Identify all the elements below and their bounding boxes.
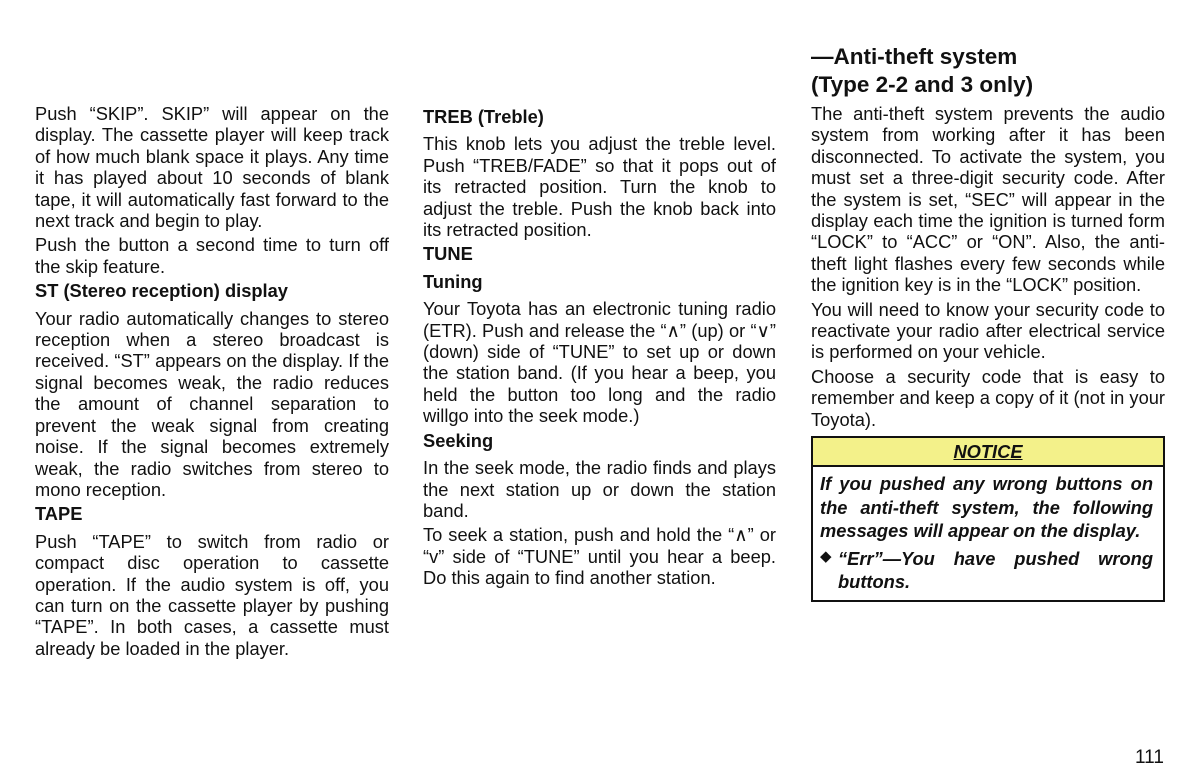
anti-theft-title-line2: (Type 2-2 and 3 only) — [811, 71, 1034, 97]
middle-column — [423, 103, 776, 592]
seek-station-paragraph: To seek a station, push and hold the “∧” or “v” side of “TUNE” until you hear a beep. Do this again to find another station. — [423, 524, 776, 589]
security-code-paragraph: You will need to know your security code to reactivate your radio after electrical service is performed on your vehicle. — [811, 298, 1165, 363]
tune-heading: TUNE — [423, 243, 473, 265]
notice-heading: NOTICE — [813, 438, 1163, 467]
tape-heading: TAPE — [35, 503, 83, 525]
stereo-display-heading: ST (Stereo reception) display — [35, 280, 288, 302]
left-column — [35, 103, 389, 662]
seeking-heading: Seeking — [423, 429, 494, 451]
notice-bullet — [820, 547, 1153, 594]
skip-off-paragraph: Push the button a second time to turn off the skip feature. — [35, 234, 389, 277]
tape-paragraph: Push “TAPE” to switch from radio or compact disc operation to cassette operation. If the audio system is off, you can turn on the cassette player by pushing “TAPE”. In both cases, a cassette must already be loaded in the player. — [35, 530, 389, 659]
notice-box — [811, 436, 1165, 602]
tuning-paragraph: Your Toyota has an electronic tuning radio (ETR). Push and release the “∧” (up) or “∨” (down) side of “TUNE” to set up or down the station band. (If you hear a beep, you held the button too long and the radio willgo into the seek mode.) — [423, 298, 776, 427]
diamond-bullet-icon: ◆ — [820, 547, 832, 565]
right-column — [811, 43, 1165, 602]
anti-theft-title — [811, 43, 1165, 98]
tuning-heading: Tuning — [423, 270, 483, 292]
skip-paragraph: Push “SKIP”. SKIP” will appear on the display. The cassette player will keep track of how much blank space it plays. Any time it has played about 10 seconds of blank tape, it will automatically fast forward to the next track and begin to play. — [35, 103, 389, 232]
treble-heading: TREB (Treble) — [423, 106, 544, 127]
anti-theft-title-line1: —Anti-theft system — [811, 44, 1018, 69]
treble-paragraph: This knob lets you adjust the treble level. Push “TREB/FADE” so that it pops out of its retracted position. Turn the knob to adjust the treble. Push the knob back into its retracted position. — [423, 133, 776, 241]
anti-theft-paragraph: The anti-theft system prevents the audio system from working after it has been disconnected. To activate the system, you must set a three-digit security code. After the system is set, “SEC” will appear in the display each time the ignition is turned form “LOCK” to “ACC” or “ON”. Also, the anti-theft light flashes every few seconds while the ignition key is in the “LOCK” position. — [811, 103, 1165, 296]
notice-bullet-text: “Err”—You have pushed wrong buttons. — [838, 547, 1153, 593]
page-number: 111 — [1135, 747, 1164, 768]
choose-code-paragraph: Choose a security code that is easy to remember and keep a copy of it (not in your Toyota). — [811, 365, 1165, 430]
seek-mode-paragraph: In the seek mode, the radio finds and plays the next station up or down the station band. — [423, 457, 776, 521]
notice-body — [813, 467, 1163, 600]
stereo-paragraph: Your radio automatically changes to stereo reception when a stereo broadcast is received. “ST” appears on the display. If the signal becomes weak, the radio reduces the amount of channel separation to prevent the weak signal from creating noise. If the signal becomes extremely weak, the radio switches from stereo to mono reception. — [35, 307, 389, 500]
notice-text: If you pushed any wrong buttons on the anti-theft system, the following messages will appear on the display. — [820, 473, 1153, 542]
